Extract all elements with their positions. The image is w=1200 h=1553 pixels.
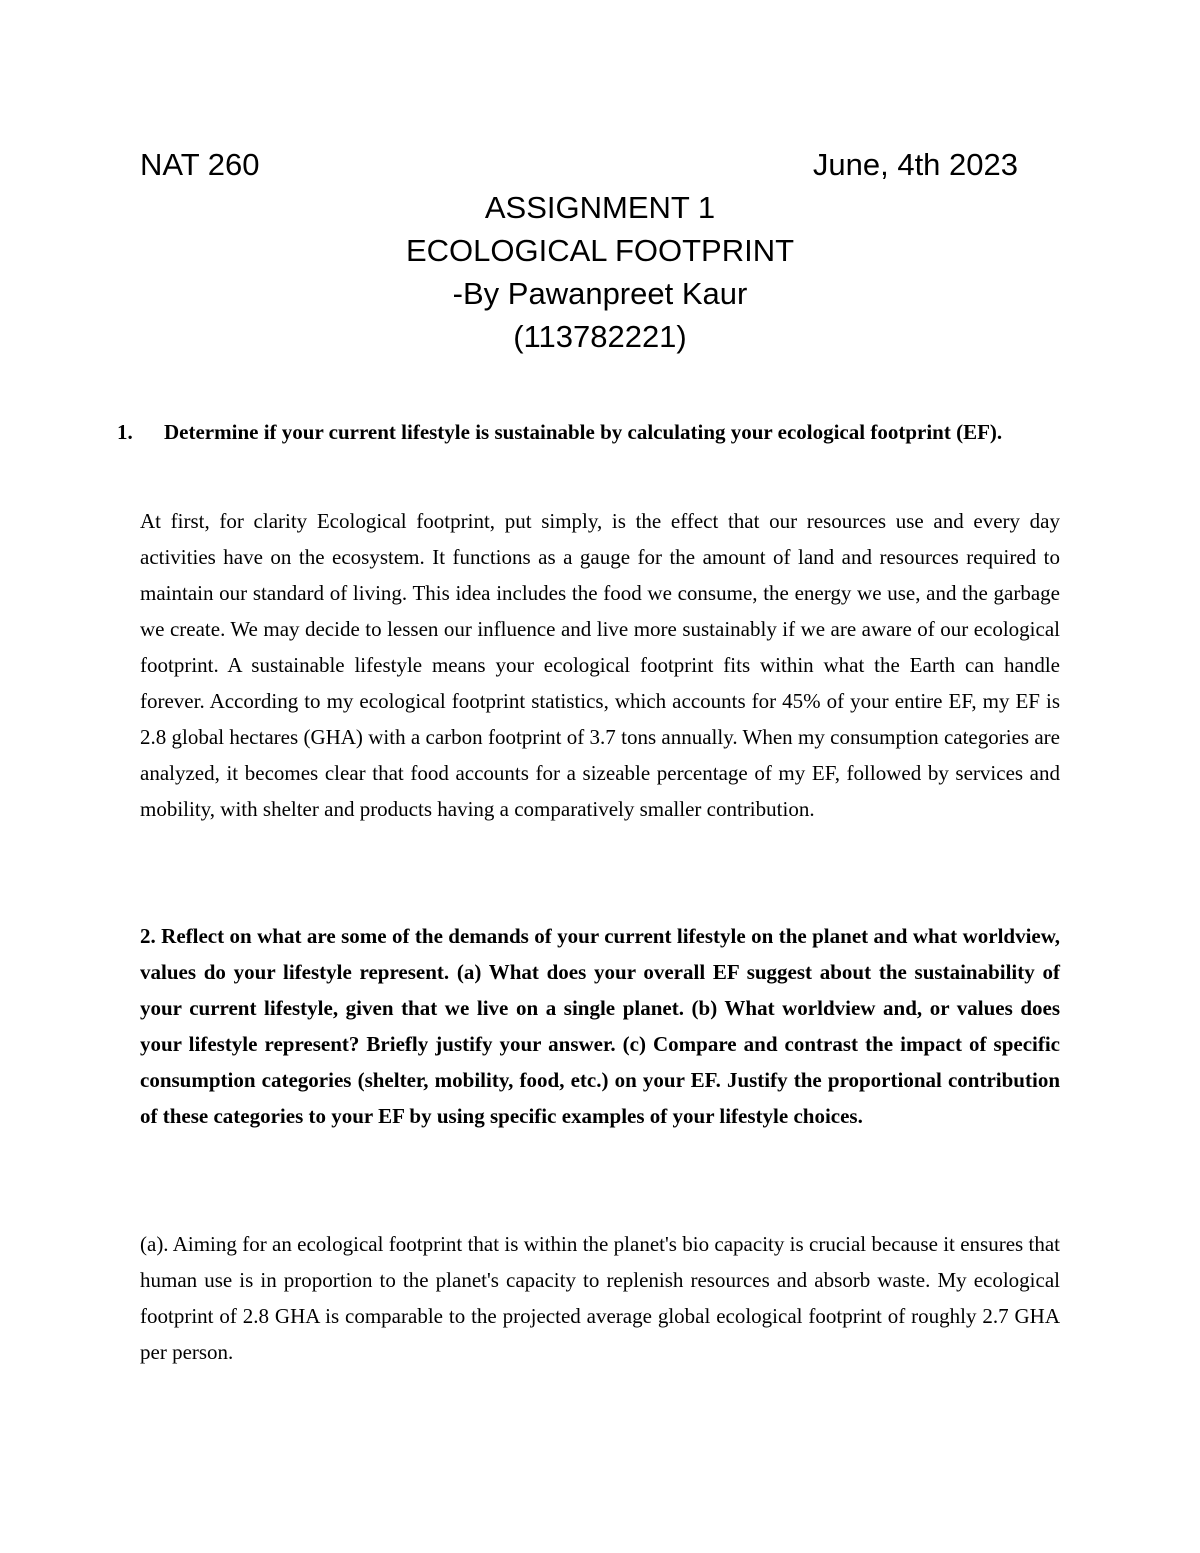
answer-1-paragraph: At first, for clarity Ecological footprint, put simply, is the effect that our resources use and every day activities have on the ecosystem. It functions as a gauge for the amount of land and resources required to maintain our standard of living. This idea includes the food we consume, the energy we use, and the garbage we create. We may decide to lessen our influence and live more sustainably if we are aware of our ecological footprint. A sustainable lifestyle means your ecological footprint fits within what the Earth can handle forever. According to my ecological footprint statistics, which accounts for 45% of your entire EF, my EF is 2.8 global hectares (GHA) with a carbon footprint of 3.7 tons annually. When my consumption categories are analyzed, it becomes clear that food accounts for a sizeable percentage of my EF, followed by services and mobility, with shelter and products having a comparatively smaller contribution. [140, 509, 1060, 821]
question-1-number: 1. [117, 420, 133, 444]
assignment-date: June, 4th 2023 [812, 147, 1018, 182]
course-code: NAT 260 [140, 147, 260, 182]
answer-2a-paragraph: (a). Aiming for an ecological footprint that is within the planet's bio capacity is crucial because it ensures that human use is in proportion to the planet's capacity to replenish resources and absorb waste. My ecological footprint of 2.8 GHA is comparable to the projected average global ecological footprint of roughly 2.7 GHA per person. [140, 1232, 1060, 1364]
document-header [140, 142, 1018, 188]
author-line: -By Pawanpreet Kaur [452, 276, 748, 311]
question-1 [117, 414, 1060, 450]
question-2-text: 2. Reflect on what are some of the demands of your current lifestyle on the planet and what worldview, values do your lifestyle represent. (a) What does your overall EF suggest about the sustainability of your current lifestyle, given that we live on a single planet. (b) What worldview and, or values does your lifestyle represent? Briefly justify your answer. (c) Compare and contrast the impact of specific consumption categories (shelter, mobility, food, etc.) on your EF. Justify the proportional contribution of these categories to your EF by using specific examples of your lifestyle choices. [140, 924, 1060, 1128]
title-block [140, 186, 1060, 358]
question-1-text: Determine if your current lifestyle is sustainable by calculating your ecological footprint (EF). [164, 420, 1003, 444]
student-id: (113782221) [513, 319, 687, 354]
question-2 [140, 918, 1060, 1134]
assignment-title: ASSIGNMENT 1 [484, 190, 716, 225]
answer-2a [140, 1226, 1060, 1370]
assignment-subtitle: ECOLOGICAL FOOTPRINT [405, 233, 795, 268]
answer-1 [140, 503, 1060, 827]
